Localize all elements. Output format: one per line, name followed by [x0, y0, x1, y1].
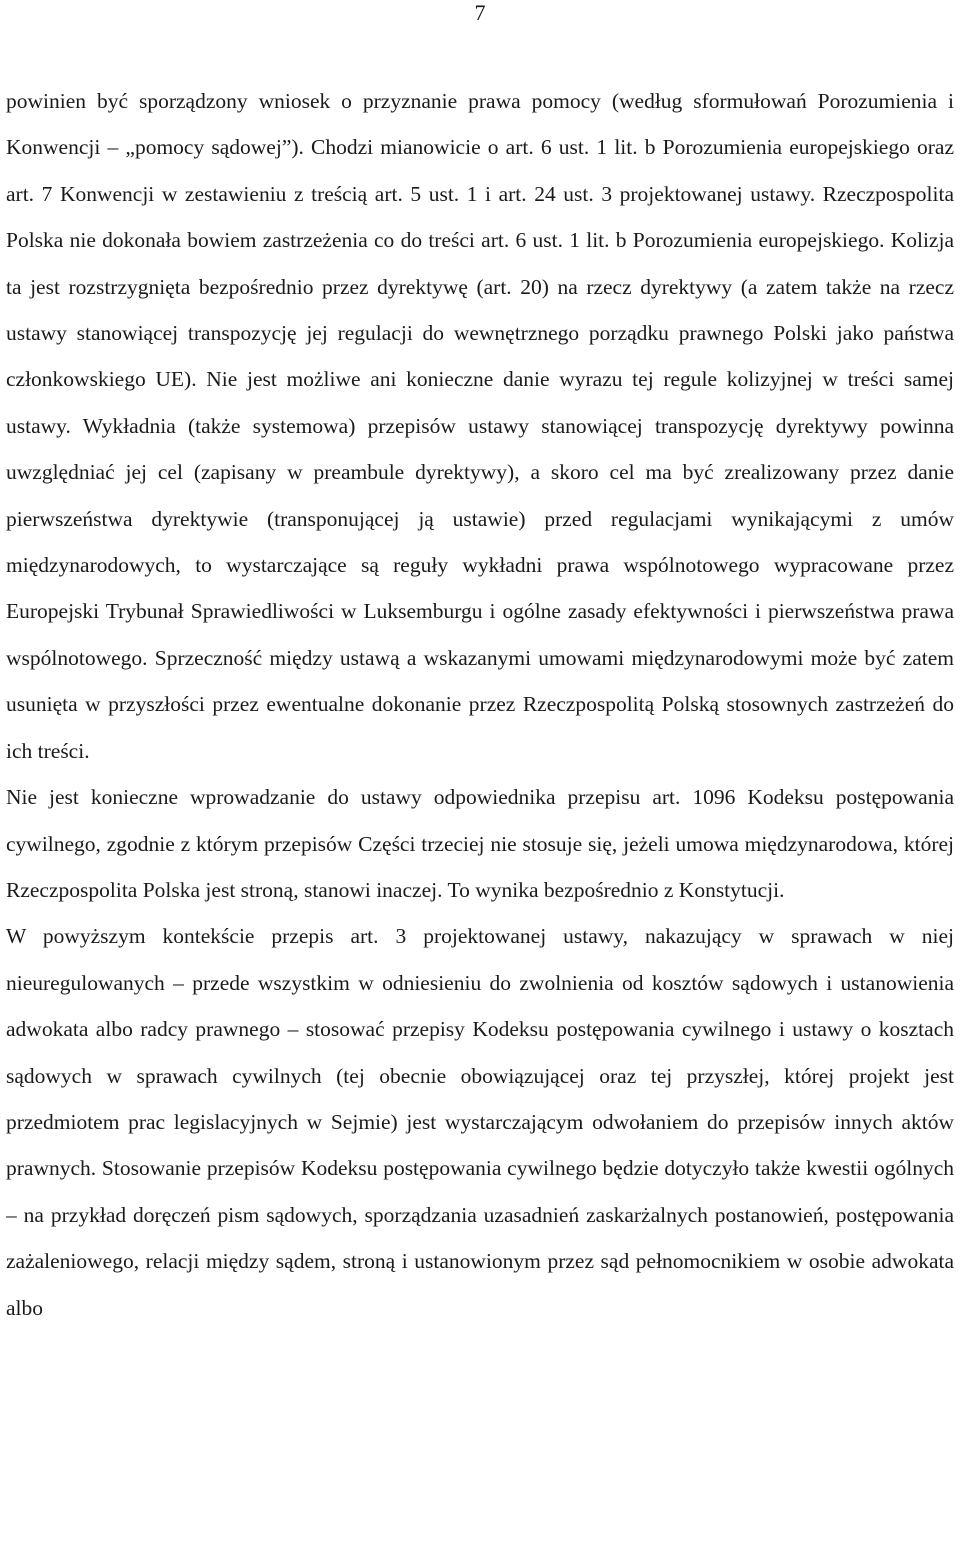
paragraph-3: W powyższym kontekście przepis art. 3 projektowanej ustawy, nakazujący w sprawach w niej nieuregulowanych – przede wszystkim w odniesieniu do zwolnienia od kosztów sądowych i ustanowienia adwokata albo radcy prawnego – stosować przepisy Kodeksu postępowania cywilnego i ustawy o kosztach sądowych w sprawach cywilnych (tej obecnie obowiązującej oraz tej przyszłej, której projekt jest przedmiotem prac legislacyjnych w Sejmie) jest wystarczającym odwołaniem do przepisów innych aktów prawnych. Stosowanie przepisów Kodeksu postępowania cywilnego będzie dotyczyło także kwestii ogólnych – na przykład doręczeń pism sądowych, sporządzania uzasadnień zaskarżalnych postanowień, postępowania zażaleniowego, relacji między sądem, stroną i ustanowionym przez sąd pełnomocnikiem w osobie adwokata albo [6, 924, 954, 1320]
paragraph-1: powinien być sporządzony wniosek o przyznanie prawa pomocy (według sformułowań Porozumienia i Konwencji – „pomocy sądowej”). Chodzi mianowicie o art. 6 ust. 1 lit. b Porozumienia europejskiego oraz art. 7 Konwencji w zestawieniu z treścią art. 5 ust. 1 i art. 24 ust. 3 projektowanej ustawy. Rzeczpospolita Polska nie dokonała bowiem zastrzeżenia co do treści art. 6 ust. 1 lit. b Porozumienia europejskiego. Kolizja ta jest rozstrzygnięta bezpośrednio przez dyrektywę (art. 20) na rzecz dyrektywy (a zatem także na rzecz ustawy stanowiącej transpozycję jej regulacji do wewnętrznego porządku prawnego Polski jako państwa członkowskiego UE). Nie jest możliwe ani konieczne danie wyrazu tej regule kolizyjnej w treści samej ustawy. Wykładnia (także systemowa) przepisów ustawy stanowiącej transpozycję dyrektywy powinna uwzględniać jej cel (zapisany w preambule dyrektywy), a skoro cel ma być zrealizowany przez danie pierwszeństwa dyrektywie (transponującej ją ustawie) przed regulacjami wynikającymi z umów międzynarodowych, to wystarczające są reguły wykładni prawa wspólnotowego wypracowane przez Europejski Trybunał Sprawiedliwości w Luksemburgu i ogólne zasady efektywności i pierwszeństwa prawa wspólnotowego. Sprzeczność między ustawą a wskazanymi umowami międzynarodowymi może być zatem usunięta w przyszłości przez ewentualne dokonanie przez Rzeczpospolitą Polską stosownych zastrzeżeń do ich treści. [6, 89, 954, 763]
paragraph-2: Nie jest konieczne wprowadzanie do ustawy odpowiednika przepisu art. 1096 Kodeksu postępowania cywilnego, zgodnie z którym przepisów Części trzeciej nie stosuje się, jeżeli umowa międzynarodowa, której Rzeczpospolita Polska jest stroną, stanowi inaczej. To wynika bezpośrednio z Konstytucji. [6, 785, 954, 902]
document-body [6, 78, 954, 1331]
page-number: 7 [474, 0, 486, 25]
